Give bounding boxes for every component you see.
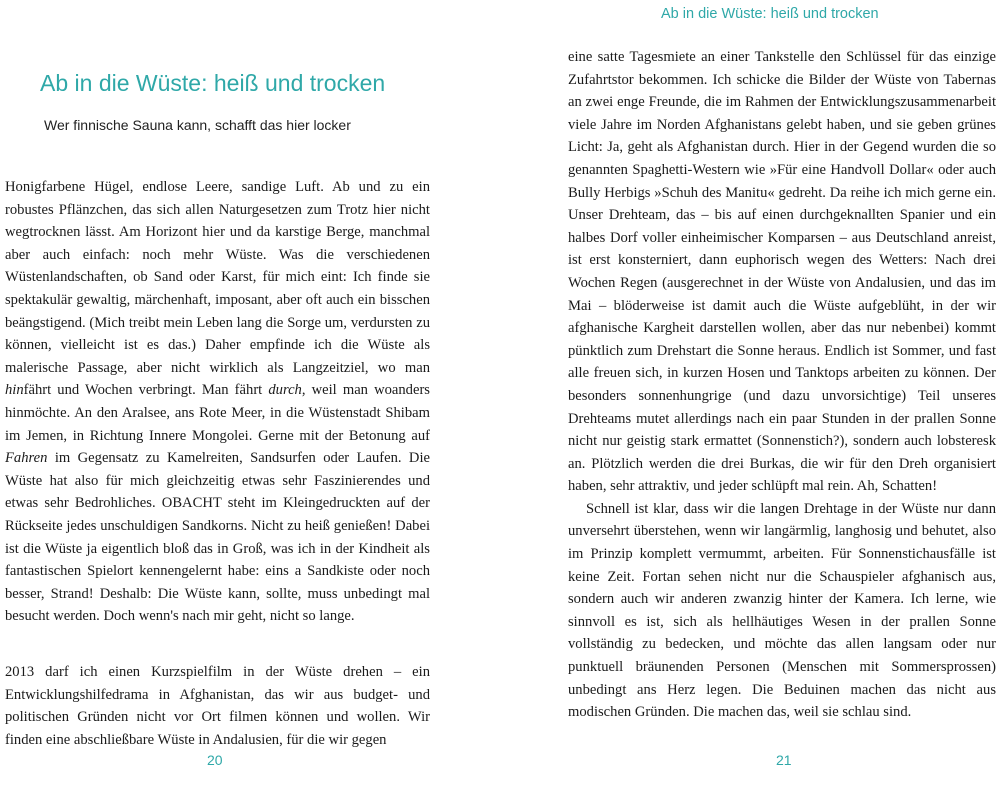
right-column-text	[568, 46, 996, 724]
left-paragraph-2: 2013 darf ich einen Kurzspielfilm in der Wüste drehen – ein Entwicklungshilfedrama in Afghanistan, das wir aus budget- und politischen Gründen nicht vor Ort filmen können und wollen. Wir finden eine abschließbare Wüste in Andalusien, für die wir gegen	[5, 664, 430, 748]
emphasis-text: durch	[268, 382, 302, 399]
left-column-text	[5, 176, 430, 628]
left-column-text-2	[5, 661, 430, 751]
paragraph-text: im Gegensatz zu Kamelreiten, Sandsurfen oder Laufen. Die Wüste hat also für mich gleichzeitig etwas sehr Faszinierendes und etwas sehr Bedrohliches. OBACHT steht im Kleingedruckten auf der Rückseite jedes unschuldigen Sandkorns. Nicht zu heiß genießen! Dabei ist die Wüste ja eigentlich bloß das in Groß, was ich in der Kindheit als fantastischen Spielort kennengelernt habe: eins a Sandkiste oder noch besser, Strand! Deshalb: Die Wüste kann, sollte, muss unbedingt mal besucht werden. Doch wenn's nach mir geht, nicht so lange.	[5, 450, 430, 625]
page-number-right: 21	[776, 752, 792, 768]
left-paragraph-1	[5, 176, 430, 628]
emphasis-text: hin	[5, 382, 24, 399]
paragraph-text: Honigfarbene Hügel, endlose Leere, sandige Luft. Ab und zu ein robustes Pflänzchen, das sich allen Naturgesetzen zum Trotz hier nicht wegtrocknen lässt. Am Horizont hier und da karstige Berge, manchmal aber auch einfach: noch mehr Wüste. Was die verschiedenen Wüstenlandschaften, ob Sand oder Karst, für mich eint: Ich finde sie spektakulär gewaltig, märchenhaft, imposant, aber oft auch ein bisschen beängstigend. (Mich treibt mein Leben lang die Sorge um, verdursten zu können, vielleicht ist es das.) Daher empfinde ich die Wüste als malerische Passage, aber nicht wirklich als Langzeitziel, wo man	[5, 179, 430, 376]
paragraph-text: fährt und Wochen verbringt. Man fährt	[23, 382, 269, 399]
right-paragraph-2: Schnell ist klar, dass wir die langen Drehtage in der Wüste nur dann unversehrt überstehen, wenn wir langärmlig, langhosig und behutet, also im Prinzip komplett vermummt, arbeiten. Für Sonnenstichausfälle ist keine Zeit. Fortan sehen nicht nur die Schauspieler afghanisch aus, sondern auch wir anderen zwanzig hinter der Kamera. Ich lerne, wie sinnvoll es ist, sich als hellhäutiges Wesen in der prallen Sonne vollständig zu bedecken, und möchte das allen langsam oder nur punktuell bräunenden Personen (Menschen mit Sommersprossen) unbedingt ans Herz legen. Die Beduinen machen das nicht aus modischen Gründen. Die machen das, weil sie schlau sind.	[568, 500, 996, 721]
running-header: Ab in die Wüste: heiß und trocken	[661, 6, 879, 22]
right-paragraph-1: eine satte Tagesmiete an einer Tankstelle den Schlüssel für das einzige Zufahrtstor bekommen. Ich schicke die Bilder der Wüste von Tabernas an zwei enge Freunde, die im Rahmen der Entwicklungszusammenarbeit viele Jahre im Norden Afghanistans gelebt haben, und sie geben grünes Licht: Ja, geht als Afghanistan durch. Hier in der Gegend wurden die so genannten Spaghetti-Western wie »Für eine Handvoll Dollar« oder auch Bully Herbigs »Schuh des Manitu« gedreht. Da reihe ich mich gerne ein. Unser Drehteam, das – bis auf einen durchgeknallten Spanier und ein halbes Dorf voller einheimischer Komparsen – aus Deutschland anreist, ist erst konsterniert, dann euphorisch wegen des Wetters: Nach drei Wochen Regen (ausgerechnet in der Wüste von Andalusien, und das im Mai – blöderweise ist damit auch die Wüste aufgeblüht, in der wir afghanische Kargheit darstellen wollen, aber das nur nebenbei) kommt pünktlich zum Drehstart die Sonne heraus. Endlich ist Sommer, und fast alle freuen sich, in kurzen Hosen und Tanktops arbeiten zu können. Der besonders sonnenhungrige (und dazu unvorsichtige) Teil unseres Drehteams mutet allerdings nach ein paar Stunden in der prallen Sonne nicht nur geistig stark ermattet (Sonnenstich?), sondern auch lobsteresk an. Plötzlich werden die drei Burkas, die wir für den Dreh organisiert haben, sehr attraktiv, und jeder schlüpft mal rein. Ah, Schatten!	[568, 49, 996, 495]
chapter-title: Ab in die Wüste: heiß und trocken	[40, 70, 386, 96]
chapter-subtitle: Wer finnische Sauna kann, schafft das hier locker	[44, 117, 351, 133]
paragraph-text: , weil man woanders hinmöchte. An den Aralsee, ans Rote Meer, in die Wüstenstadt Shibam im Jemen, in Richtung Innere Mongolei. Gerne mit der Betonung auf	[5, 382, 430, 444]
emphasis-text: Fahren	[5, 450, 48, 467]
page-number-left: 20	[207, 752, 223, 768]
